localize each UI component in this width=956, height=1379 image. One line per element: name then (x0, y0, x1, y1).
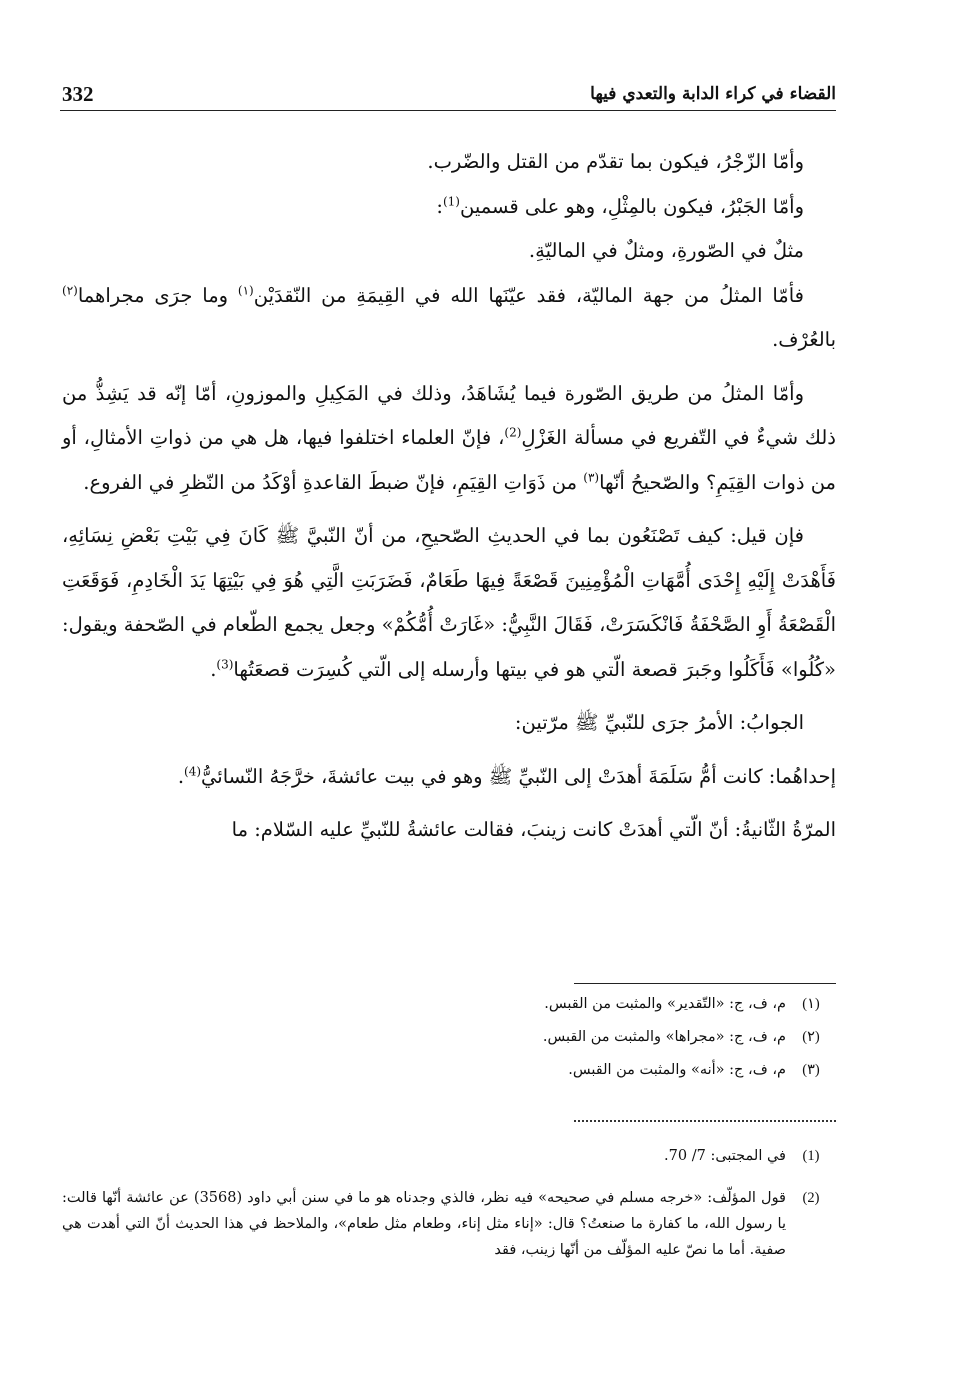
paragraph-first-time (62, 755, 836, 800)
footnote-item (62, 1140, 836, 1173)
footnote-item (62, 988, 836, 1021)
paragraph-second-time: المرّةُ الثّانيةُ: أنّ الّتي أهدَتْ كانت زينبَ، فقالت عائشةُ للنّبيِّ عليه السّلام: ما (231, 818, 836, 841)
paragraph-zajr: وأمّا الزّجْرُ، فيكون بما تقدّم من القتل والضّرب. (427, 150, 804, 173)
footnote-separator (574, 983, 836, 984)
footnote-text: في المجتبى: 7/ 70. (664, 1148, 786, 1164)
footnote-ref: (4) (184, 764, 202, 778)
page-number: 332 (62, 82, 94, 106)
paragraph-financial-text: فأمّا المثلُ من جهة الماليّة، فقد عيّنَها الله في القِيمَةِ من النّقدَيْن (253, 283, 804, 307)
paragraph-form-b: ، فإنّ العلماء اختلفوا فيها، هل هي من ذواتِ الأمثالِ، أو من ذوات القِيَمِ؟ والصّحيحُ أنّها (62, 426, 836, 494)
footnote-number: (1) (802, 1148, 820, 1164)
main-text (62, 140, 836, 853)
footnote-ref: (2) (504, 425, 522, 440)
editor-footnotes (62, 988, 836, 1087)
footnote-ref: (3) (216, 657, 234, 671)
paragraph-two-kinds: مثلٌ في الصّورةِ، ومثلٌ في الماليّةِ. (528, 239, 804, 262)
footnote-number: (٣) (802, 1062, 820, 1078)
paragraph-financial-equivalent (62, 274, 836, 363)
running-title: القضاء في كراء الدابة والتعدي فيها (590, 84, 836, 104)
footnote-item (62, 1185, 836, 1263)
footnote-text: قول المؤلّف: «خرجه مسلم في صحيحه» فيه نظر، فالذي وجدناه هو ما في سنن أبي داود (3568) عن عائشة أنّها قالت: يا رسول الله، ما كفارة ما صنعتُ؟ قال: «إناء مثل إناء، وطعام مثل طعام»، والملاحظ في هذا الحديث أنّ التي أهدت هي صفية. أما ما نصّ عليه المؤلّف من أنّها زينب، فقد (62, 1190, 786, 1258)
paragraph-jabr-text: وأمّا الجَبْرُ، فيكون بالمِثْلِ، وهو على قسمين (459, 194, 804, 218)
footnote-ref: (٢) (62, 283, 78, 297)
footnote-text: م، ف، ج: «التّقدير» والمثبت من القبس. (544, 996, 786, 1012)
footnote-item (62, 1021, 836, 1054)
footnote-number: (2) (802, 1190, 820, 1206)
page-header (60, 80, 836, 111)
paragraph-financial-mid: وما جرَى مجراهما (77, 283, 238, 307)
dotted-separator (574, 1120, 836, 1122)
author-footnotes (62, 1140, 836, 1263)
paragraph-first-end: . (177, 764, 185, 788)
paragraph-financial-end: بالعُرْف. (772, 328, 836, 351)
paragraph-objection-end: . (210, 657, 217, 681)
paragraph-form-c: من ذَوَاتِ القِيَمِ، فإنّ ضبطَ القاعدةِ أوْكَدُ من النّظرِ في الفروع. (83, 470, 584, 494)
paragraph-objection (62, 514, 836, 692)
footnote-item (62, 1054, 836, 1087)
footnote-ref: (٣) (583, 470, 600, 484)
paragraph-first-text: إحداهُما: كانت أمُّ سَلَمَةَ أهدَتْ إلى النّبيِّ ﷺ وهو في بيت عائشةَ، خرَّجَهُ النّسائيُّ (201, 764, 836, 788)
paragraph-jabr-end: : (436, 194, 443, 218)
paragraph-jabr (62, 185, 836, 230)
paragraph-form-equivalent (62, 372, 836, 506)
footnote-number: (٢) (802, 1029, 820, 1045)
footnote-ref: (1) (442, 194, 460, 208)
footnote-text: م، ف، ج: «مجراها» والمثبت من القبس. (542, 1029, 786, 1045)
footnote-ref: (١) (237, 283, 254, 297)
paragraph-objection-text: فإن قيل: كيف تَصْنَعُون بما في الحديثِ الصّحيحِ، من أنّ النّبيَّ ﷺ كَانَ فِي بَيْتِ بَعْضِ نِسَائِهِ، فَأَهْدَتْ إِلَيْهِ إِحْدَى أُمَّهَاتِ الْمُؤْمِنِينَ قَصْعَةً فِيهَا طَعَامٌ، فَضَرَبَتِ الَّتِي هُوَ فِي بَيْتِهَا يَدَ الْخَادِمِ، فَوَقَعَتِ الْقَصْعَةُ أَوِ الصَّحْفَةُ فَانْكَسَرَتْ، فَقَالَ النَّبِيُّ: «غَارَتْ أُمُّكُمْ» وجعل يجمع الطّعام في الصّحفة ويقول: «كُلُوا» فَأَكَلُوا وجَبرَ قصعة الّتي هو في بيتها وأرسله إلى الّتي كُسِرَت قصعَتُها (62, 524, 836, 681)
paragraph-form-a: وأمّا المثلُ من طريق الصّورة فيما يُشَاهَدُ، وذلك في المَكِيلِ والموزونِ، أمّا إنّه قد يَشِذُّ من ذلك شيءٌ في التّفريع في مسألة الغَزْلِ (62, 381, 836, 449)
footnote-text: م، ف، ج: «أنه» والمثبت من القبس. (568, 1062, 786, 1078)
paragraph-answer: الجوابُ: الأمرُ جرَى للنّبيِّ ﷺ مرّتين: (514, 711, 804, 734)
footnote-number: (١) (802, 996, 820, 1012)
